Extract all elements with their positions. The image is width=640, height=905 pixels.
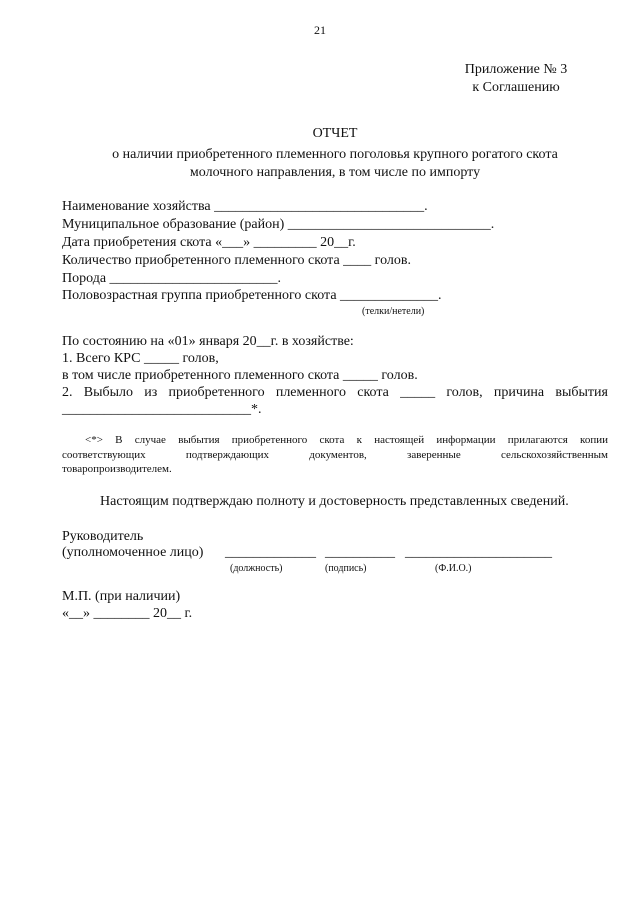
signatory-head: Руководитель (62, 529, 144, 544)
status-withdrawn: 2. Выбыло из приобретенного племенного скота _____ голов, причина выбытия (62, 385, 608, 400)
report-title-line-1: о наличии приобретенного племенного поголовья крупного рогатого скота (112, 147, 558, 162)
footnote-line-3: товаропроизводителем. (62, 463, 172, 475)
signature-blank: __________ (325, 545, 395, 560)
appendix-line-1: Приложение № 3 (464, 62, 568, 77)
signing-date: «__» ________ 20__ г. (62, 606, 193, 621)
age-sex-group-hint: (телки/нетели) (362, 306, 425, 317)
page-number: 21 (314, 23, 326, 37)
status-total: 1. Всего КРС _____ голов, (62, 351, 219, 366)
full-name-label: (Ф.И.О.) (435, 563, 472, 574)
farm-name-field: Наименование хозяйства ______________________________. (62, 199, 428, 214)
stamp-place: М.П. (при наличии) (62, 589, 181, 604)
status-including: в том числе приобретенного племенного скота _____ голов. (62, 368, 418, 383)
age-sex-group-field: Половозрастная группа приобретенного скота ______________. (62, 288, 442, 303)
status-as-of: По состоянию на «01» января 20__г. в хозяйстве: (62, 334, 354, 349)
footnote (62, 433, 608, 477)
report-heading: ОТЧЕТ (312, 126, 358, 141)
appendix-line-2: к Соглашению (472, 80, 560, 95)
position-label: (должность) (230, 563, 283, 574)
signatory-authorized: (уполномоченное лицо) (62, 545, 204, 560)
position-blank: _____________ (225, 545, 316, 560)
head-count-field: Количество приобретенного племенного скота ____ голов. (62, 253, 411, 268)
full-name-blank: _____________________ (405, 545, 552, 560)
breed-field: Порода ________________________. (62, 271, 282, 286)
signature-label: (подпись) (325, 563, 367, 574)
footnote-line-2: соответствующих подтверждающих документов, заверенные сельскохозяйственным (62, 448, 608, 461)
municipality-field: Муниципальное образование (район) _____________________________. (62, 217, 495, 232)
confirmation-statement: Настоящим подтверждаю полноту и достоверность представленных сведений. (100, 494, 569, 509)
status-withdrawal-reason: ___________________________*. (62, 402, 262, 417)
appendix-reference (441, 61, 591, 97)
report-title-line-2: молочного направления, в том числе по импорту (189, 165, 481, 180)
purchase-date-field: Дата приобретения скота «___» _________ 20__г. (62, 235, 356, 250)
footnote-line-1: <*> В случае выбытия приобретенного скота к настоящей информации прилагаются копии (85, 434, 608, 446)
